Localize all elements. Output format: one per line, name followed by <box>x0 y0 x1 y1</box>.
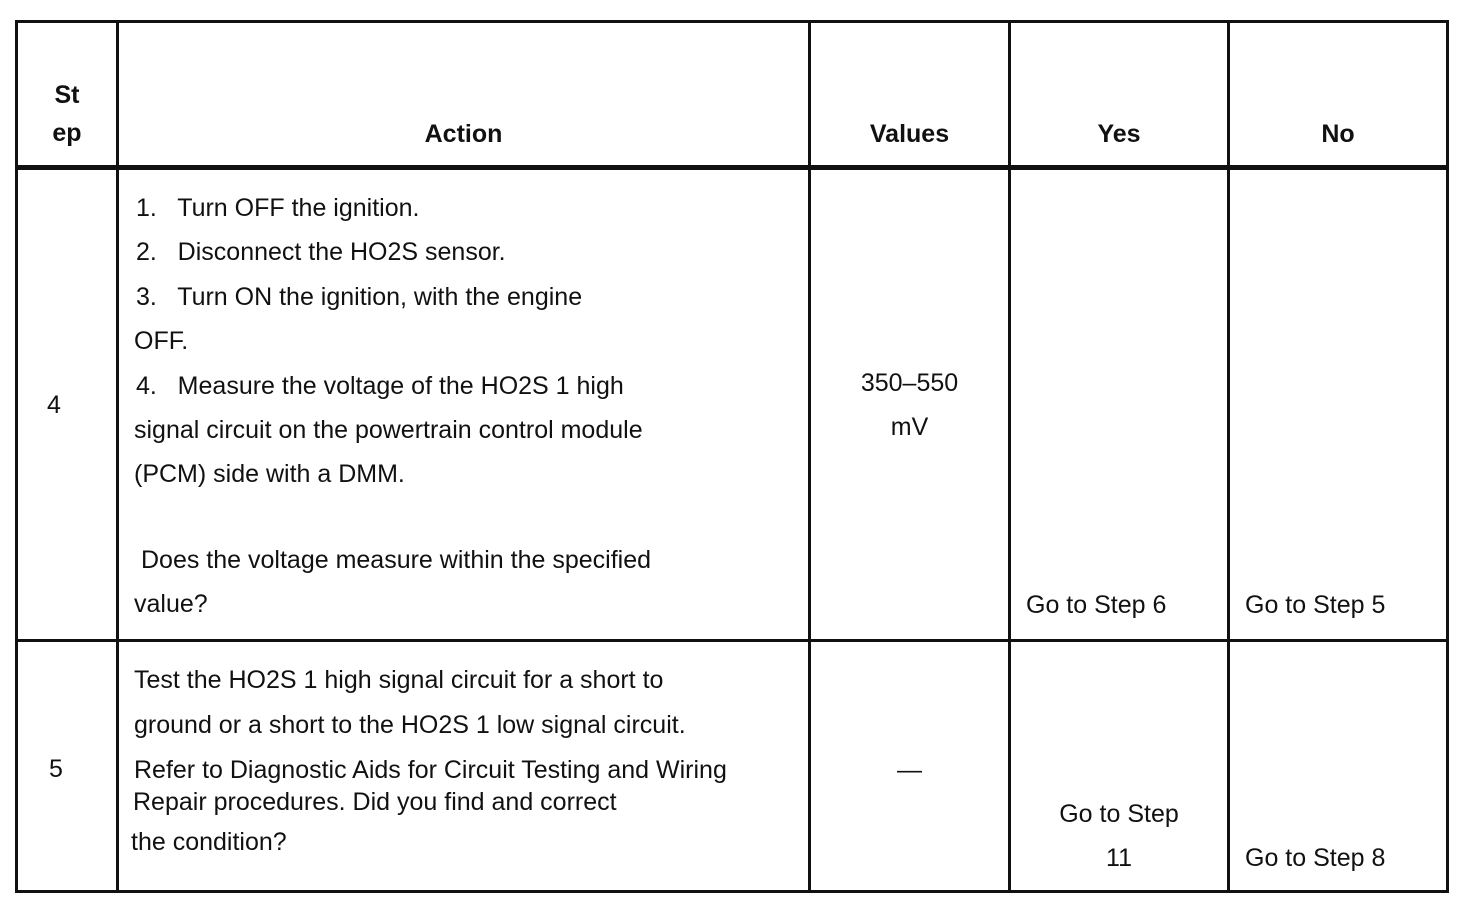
header-divider <box>15 165 1449 170</box>
action-line: OFF. <box>134 327 189 355</box>
value-unit-step-4: mV <box>890 413 929 441</box>
table-border-right <box>1446 20 1449 893</box>
header-step: St ep <box>52 81 82 147</box>
table-border-top <box>15 20 1449 23</box>
action-line: 2. Disconnect the HO2S sensor. <box>136 238 506 266</box>
yes-link-step-5-line1[interactable]: Go to Step <box>1059 800 1179 828</box>
row-divider <box>15 639 1449 642</box>
action-question: value? <box>134 590 208 618</box>
step-number-5: 5 <box>49 755 63 783</box>
header-no: No <box>1321 120 1355 148</box>
action-question: Does the voltage measure within the specified <box>141 546 652 574</box>
table-border-bottom <box>15 890 1449 893</box>
no-link-step-5[interactable]: Go to Step 8 <box>1245 844 1386 872</box>
header-yes: Yes <box>1097 120 1141 148</box>
header-values: Values <box>869 120 950 148</box>
action-line: 3. Turn ON the ignition, with the engine <box>136 283 583 311</box>
action-line: 1. Turn OFF the ignition. <box>136 194 420 222</box>
action-line: Test the HO2S 1 high signal circuit for a short to <box>134 666 664 694</box>
action-line: (PCM) side with a DMM. <box>134 460 405 488</box>
action-line: 4. Measure the voltage of the HO2S 1 high <box>136 372 624 400</box>
action-line: Refer to Diagnostic Aids for Circuit Testing and Wiring <box>134 756 727 784</box>
action-line: the condition? <box>131 828 287 856</box>
yes-link-step-5-line2[interactable]: 11 <box>1106 844 1132 872</box>
action-line: signal circuit on the powertrain control module <box>134 416 643 444</box>
yes-link-step-4[interactable]: Go to Step 6 <box>1026 591 1167 619</box>
action-line: Repair procedures. Did you find and correct <box>133 788 617 816</box>
action-line: ground or a short to the HO2S 1 low signal circuit. <box>134 711 686 739</box>
diagnostic-table <box>15 20 1449 893</box>
value-range-step-4: 350–550 <box>860 369 959 397</box>
step-number-4: 4 <box>47 391 61 419</box>
value-step-5: — <box>897 756 922 784</box>
no-link-step-4[interactable]: Go to Step 5 <box>1245 591 1386 619</box>
header-action: Action <box>424 120 503 148</box>
